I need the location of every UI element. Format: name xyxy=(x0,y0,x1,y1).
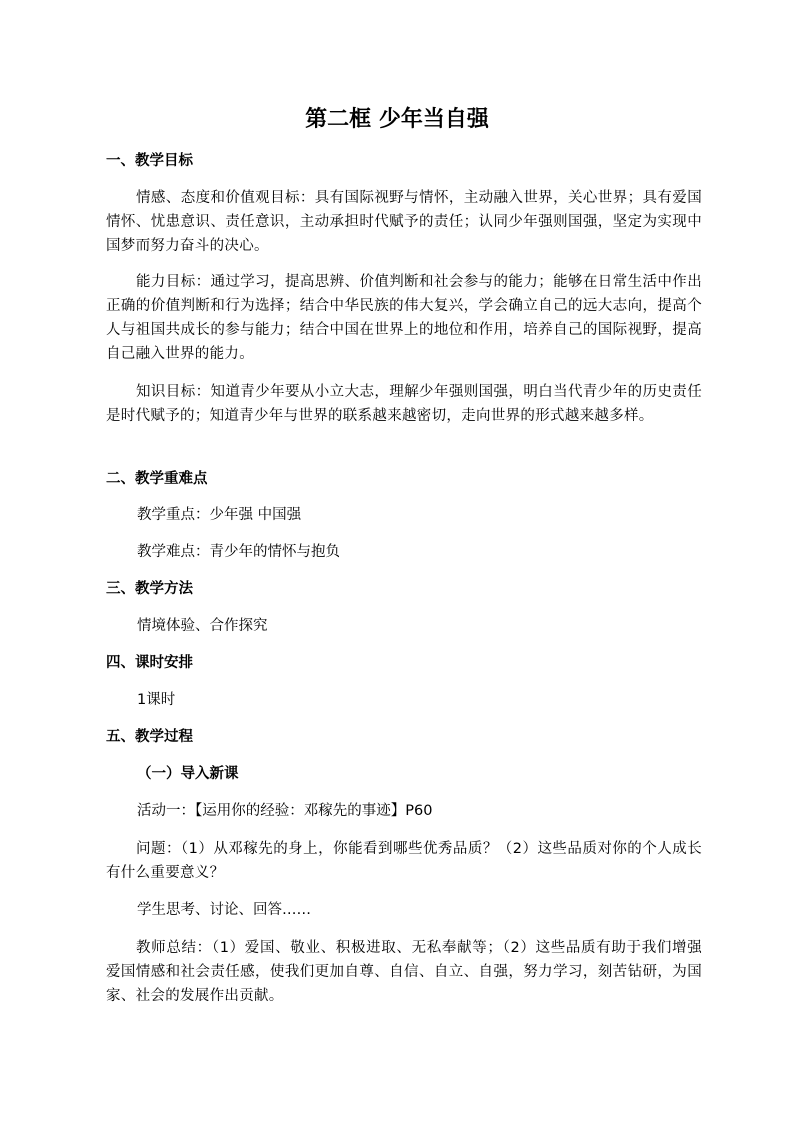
subsection-heading-intro: （一）导入新课 xyxy=(137,766,239,782)
section-heading-process: 五、教学过程 xyxy=(106,729,193,745)
activity-one-text: 活动一：【运用你的经验：邓稼先的事迹】P60 xyxy=(137,803,433,819)
schedule-text: 1课时 xyxy=(137,692,176,708)
page-title: 第二框 少年当自强 xyxy=(305,107,489,132)
section-heading-objectives: 一、教学目标 xyxy=(106,153,193,169)
question-paragraph: 问题：（1）从邓稼先的身上，你能看到哪些优秀品质？（2）这些品质对你的个人成长有什么重要意义？ xyxy=(106,841,702,881)
paragraph-knowledge-objective: 知识目标：知道青少年要从小立大志，理解少年强则国强，明白当代青少年的历史责任是时代赋予的；知道青少年与世界的联系越来越密切，走向世界的形式越来越多样。 xyxy=(106,384,702,424)
section-heading-schedule: 四、课时安排 xyxy=(106,655,193,671)
difficult-point-text: 教学难点：青少年的情怀与抱负 xyxy=(137,544,340,560)
section-heading-key-points: 二、教学重难点 xyxy=(106,471,208,487)
student-response-text: 学生思考、讨论、回答…… xyxy=(137,902,311,918)
paragraph-ability-objective: 能力目标：通过学习，提高思辨、价值判断和社会参与的能力；能够在日常生活中作出正确的价值判断和行为选择；结合中华民族的伟大复兴，学会确立自己的远大志向，提高个人与祖国共成长的参与能力；结合中国在世界上的地位和作用，培养自己的国际视野，提高自己融入世界的能力。 xyxy=(106,274,702,362)
teacher-summary-paragraph: 教师总结：（1）爱国、敬业、积极进取、无私奉献等；（2）这些品质有助于我们增强爱国情感和社会责任感，使我们更加自尊、自信、自立、自强，努力学习，刻苦钻研，为国家、社会的发展作出贡献。 xyxy=(106,940,702,1004)
section-heading-methods: 三、教学方法 xyxy=(106,581,193,597)
paragraph-emotion-objective: 情感、态度和价值观目标：具有国际视野与情怀，主动融入世界，关心世界；具有爱国情怀、忧患意识、责任意识，主动承担时代赋予的责任；认同少年强则国强，坚定为实现中国梦而努力奋斗的决心。 xyxy=(106,190,702,254)
key-point-text: 教学重点：少年强 中国强 xyxy=(137,507,302,523)
methods-text: 情境体验、合作探究 xyxy=(137,618,268,634)
